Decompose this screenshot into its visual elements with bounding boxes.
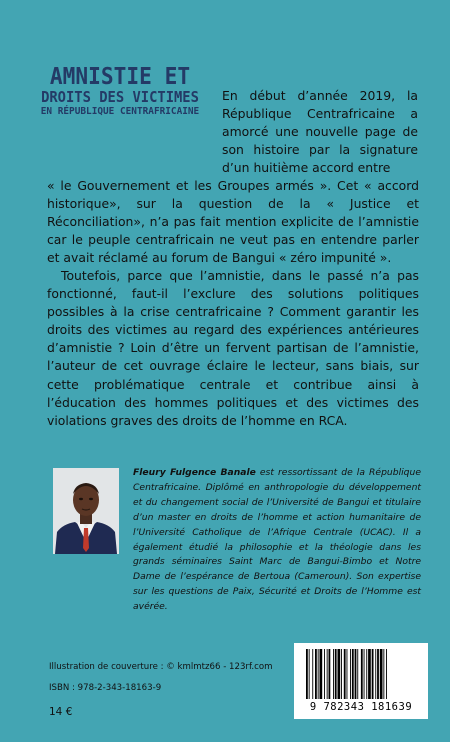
- barcode: [294, 643, 428, 719]
- barcode-bar: [352, 649, 354, 699]
- barcode-bar: [361, 649, 363, 699]
- author-bio: [133, 466, 421, 615]
- barcode-bar: [366, 649, 367, 699]
- barcode-bar: [355, 649, 357, 699]
- barcode-bar: [350, 649, 351, 699]
- barcode-bar: [386, 649, 387, 699]
- barcode-bar: [324, 649, 325, 699]
- barcode-bar: [375, 649, 376, 699]
- barcode-bar: [335, 649, 337, 699]
- barcode-bars: [294, 643, 428, 703]
- illustration-credit: Illustration de couverture : © kmlmtz66 - 123rf.com: [49, 662, 273, 672]
- isbn-text: ISBN : 978-2-343-18163-9: [49, 683, 162, 693]
- barcode-bar: [312, 649, 313, 699]
- barcode-bar: [368, 649, 371, 699]
- barcode-bar: [357, 649, 358, 699]
- barcode-bar: [309, 649, 310, 699]
- price: 14 €: [49, 706, 73, 718]
- barcode-bar: [320, 649, 323, 699]
- author-name: Fleury Fulgence Banale: [133, 467, 256, 478]
- barcode-digits: 9 782343 181639: [309, 701, 413, 713]
- barcode-bar: [344, 649, 346, 699]
- barcode-bar: [372, 649, 374, 699]
- barcode-bar: [364, 649, 365, 699]
- author-photo: [53, 468, 119, 554]
- barcode-bar: [329, 649, 331, 699]
- title-line-1: AMNISTIE ET: [49, 64, 191, 90]
- barcode-bar: [338, 649, 341, 699]
- book-title: [30, 66, 210, 117]
- barcode-bar: [318, 649, 319, 699]
- summary-paragraph-1-head: En début d’année 2019, la République Centrafricaine a amorcé une nouvelle page de son histoire par la signature d’un huitième accord entre: [222, 88, 418, 176]
- title-line-2: DROITS DES VICTIMES: [41, 88, 199, 106]
- title-line-3: EN RÉPUBLIQUE CENTRAFRICAINE: [40, 106, 200, 117]
- barcode-bar: [380, 649, 383, 699]
- summary-paragraph-1-tail: « le Gouvernement et les Groupes armés ». Cet « accord historique», sur la question de la « Justice et Réconciliation», n’a pas fait mention explicite de l’amnistie car le peuple centrafricain ne veut pas en entendre parler et avait réclamé au forum de Bangui « zéro impunité ».: [47, 178, 419, 266]
- barcode-bar: [327, 649, 328, 699]
- barcode-bar: [315, 649, 317, 699]
- barcode-bar: [333, 649, 334, 699]
- barcode-bar: [347, 649, 348, 699]
- author-bio-text: est ressortissant de la République Centrafricaine. Diplômé en anthropologie du développement et du changement social de l’Université de Bangui et titulaire d’un master en droits de l’homme et action humanitaire de l’Université Catholique de l’Afrique Centrale (UCAC). Il a également étudié la philosophie et la théologie dans les grands séminaires Saint Marc de Bangui-Bimbo et Notre Dame de l’espérance de Bertoua (Cameroun). Son expertise sur les questions de Paix, Sécurité et Droits de l’Homme est avérée.: [133, 467, 421, 613]
- barcode-bar: [306, 649, 308, 699]
- barcode-bar: [383, 649, 384, 699]
- barcode-bar: [341, 649, 342, 699]
- summary-paragraph-2: Toutefois, parce que l’amnistie, dans le passé n’a pas fonctionné, faut-il l’exclure des solutions politiques possibles à la crise centrafricaine ? Comment garantir les droits des victimes au regard des expériences antérieures d’amnistie ? Loin d’être un fervent partisan de l’amnistie, l’auteur de cet ouvrage éclaire le lecteur, sans biais, sur cette problématique centrale et contribue ainsi à l’éducation des hommes politiques et des victimes des violations graves des droits de l’homme en RCA.: [47, 268, 419, 428]
- barcode-bar: [377, 649, 379, 699]
